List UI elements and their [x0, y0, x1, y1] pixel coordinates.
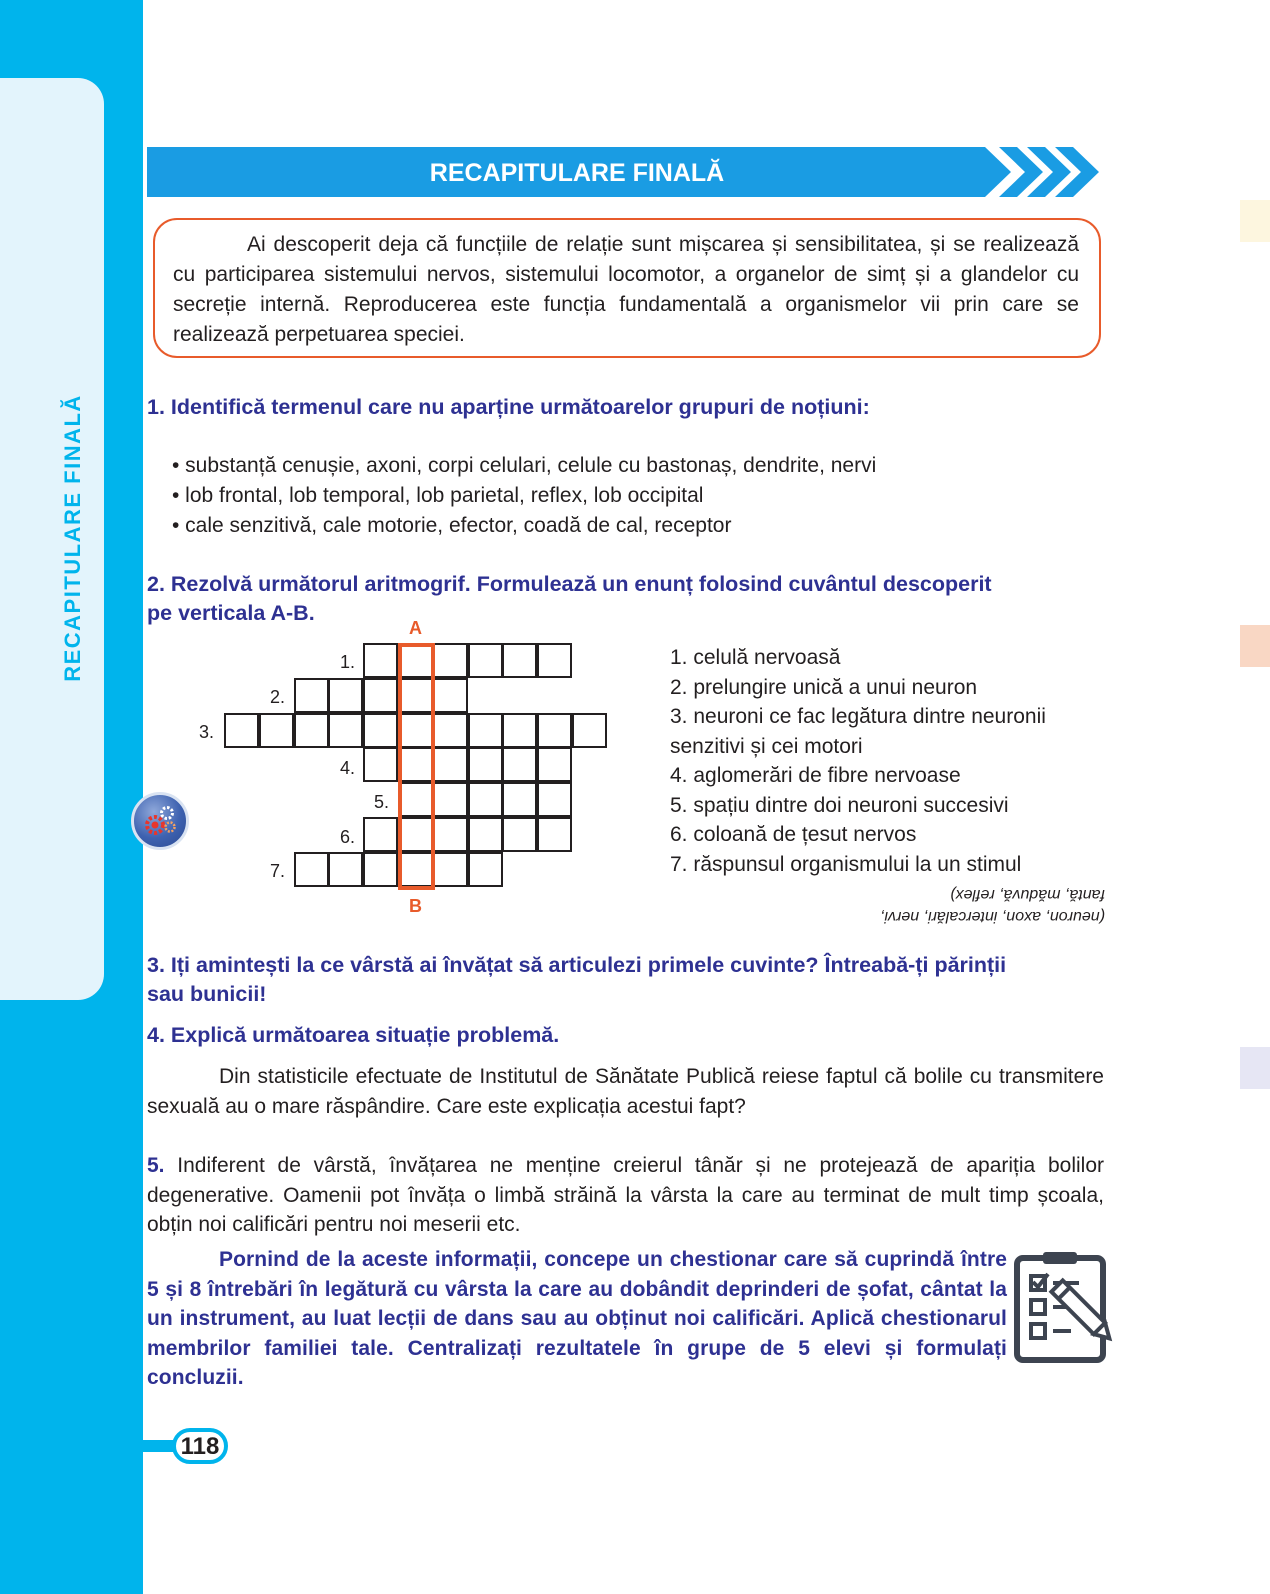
crossword-cell: [224, 713, 259, 748]
clue-item: 5. spațiu dintre doi neuroni succesivi: [670, 793, 1009, 817]
sidebar-label: RECAPITULARE FINALĂ: [60, 394, 85, 682]
crossword-cell: [363, 747, 398, 782]
crossword-cell: [363, 643, 398, 678]
crossword-cell: [363, 678, 398, 713]
row-number: 1.: [340, 652, 356, 672]
crossword-cell: [537, 817, 572, 852]
gears-icon: [131, 792, 189, 850]
list-item: • cale senzitivă, cale motorie, efector, coadă de cal, receptor: [172, 514, 732, 537]
crossword-cell: [259, 713, 294, 748]
crossword-cell: [433, 713, 468, 748]
row-number: 2.: [270, 687, 286, 707]
q3-line1: 3. Iți amintești la ce vârstă ai învățat să articulezi primele cuvinte? Întreabă-ți părinții: [147, 953, 1007, 977]
q2-title-line2: pe verticala A-B.: [147, 601, 315, 625]
crossword-cell: [468, 782, 503, 817]
crossword-cell: [537, 713, 572, 748]
right-edge-mark-orange: [1240, 625, 1270, 667]
crossword-cell: [537, 643, 572, 678]
list-item: • substanță cenușie, axoni, corpi celulari, celule cu bastonaș, dendrite, nervi: [172, 454, 877, 477]
crossword-cell: [328, 678, 363, 713]
crossword-cell: [294, 852, 329, 887]
side-tab: [0, 78, 104, 1000]
row-number: 7.: [270, 861, 286, 881]
crossword-cell: [433, 852, 468, 887]
right-edge-mark-yellow: [1240, 200, 1270, 242]
crossword-cell: [433, 747, 468, 782]
row-number: 3.: [199, 722, 215, 742]
crossword-cell: [502, 643, 537, 678]
q5-number: 5.: [147, 1154, 165, 1177]
crossword-cell: [468, 643, 503, 678]
row-number: 6.: [340, 827, 356, 847]
answers-line: fantă, măduvă, reflex): [950, 886, 1105, 903]
crossword-clues: [670, 643, 1046, 879]
intro-text: Ai descoperit deja că funcțiile de relație sunt mișcarea și sensibilitatea, și se realizează cu participarea sistemului nervos, sistemului locomotor, a organelor de simț și a glandelor cu secreție internă. Reproducerea este funcția fundamentală a organismelor vii prin care se realizează perpetuarea speciei.: [173, 233, 1079, 346]
page-number: 118: [172, 1428, 228, 1464]
q1-title: 1. Identifică termenul care nu aparține următoarelor grupuri de noțiuni:: [147, 395, 870, 419]
answers-line: (neuron, axon, intercalări, nervi,: [880, 908, 1105, 925]
list-item: • lob frontal, lob temporal, lob parietal, reflex, lob occipital: [172, 484, 704, 507]
page-title: RECAPITULARE FINALĂ: [429, 159, 725, 187]
q5-text-block: [147, 1151, 1104, 1240]
vertical-a-b-highlight: [398, 643, 435, 890]
clue-item: 6. coloană de țesut nervos: [670, 823, 917, 846]
label-b: B: [409, 896, 422, 916]
crossword-cell: [468, 852, 503, 887]
crossword-cell: [433, 817, 468, 852]
q5-text: Indiferent de vârstă, învățarea ne menține creierul tânăr și ne protejează de apariția bolilor degenerative. Oamenii pot învăța o limbă străină la vârsta la care au terminat de mult timp școala, obțin noi calificări pentru noi meserii etc.: [147, 1154, 1104, 1236]
crossword-cell: [433, 782, 468, 817]
crossword-cell: [468, 817, 503, 852]
clipboard-checklist-icon: [1013, 1250, 1135, 1366]
crossword-cell: [502, 713, 537, 748]
row-number: 4.: [340, 758, 356, 778]
crossword-cell: [502, 747, 537, 782]
crossword-cell: [572, 713, 607, 748]
row-number: 5.: [374, 792, 390, 812]
q4-text: Din statisticile efectuate de Institutul de Sănătate Publică reiese faptul că bolile cu transmitere sexuală au o mare răspândire. Care este explicația acestui fapt?: [147, 1065, 1104, 1118]
clue-item: senzitivi și cei motori: [670, 734, 863, 758]
label-a: A: [409, 618, 422, 638]
q5-task: Pornind de la aceste informații, concepe un chestionar care să cuprindă între 5 și 8 întrebări în legătură cu vârsta la care au dobândit deprinderi de șofat, cântat la un instrument, au luat lecții de dans sau au obținut noi calificări. Aplică chestionarul membrilor familiei tale. Centralizați rezultatele în grupe de 5 elevi și formulați concluzii.: [147, 1248, 1007, 1389]
crossword-cell: [363, 817, 398, 852]
crossword-cell: [328, 852, 363, 887]
intro-box: [153, 218, 1101, 358]
crossword-cell: [294, 713, 329, 748]
clue-item: 4. aglomerări de fibre nervoase: [670, 764, 961, 787]
crossword-cell: [502, 782, 537, 817]
crossword-cell: [433, 678, 468, 713]
crossword-cell: [294, 678, 329, 713]
q1-list: [172, 451, 876, 541]
crossword-cell: [537, 782, 572, 817]
crossword-cell: [468, 713, 503, 748]
crossword-cell: [468, 747, 503, 782]
clue-item: 1. celulă nervoasă: [670, 646, 841, 669]
right-edge-mark-lavender: [1240, 1047, 1270, 1089]
clue-item: 7. răspunsul organismului la un stimul: [670, 852, 1022, 876]
crossword-cell: [328, 713, 363, 748]
crossword-cell: [502, 817, 537, 852]
clue-item: 3. neuroni ce fac legătura dintre neuronii: [670, 705, 1046, 728]
crossword-cell: [363, 852, 398, 887]
crossword-cell: [363, 713, 398, 748]
crossword-cell: [433, 643, 468, 678]
q2-title-line1: 2. Rezolvă următorul aritmogrif. Formulează un enunț folosind cuvântul descoperit: [147, 572, 992, 596]
q3-line2: sau bunicii!: [147, 982, 267, 1006]
clue-item: 2. prelungire unică a unui neuron: [670, 675, 978, 699]
crossword-cell: [537, 747, 572, 782]
q4-title: 4. Explică următoarea situație problemă.: [147, 1023, 560, 1047]
title-bar: [147, 147, 1027, 197]
upside-down-answers: [815, 883, 1105, 927]
